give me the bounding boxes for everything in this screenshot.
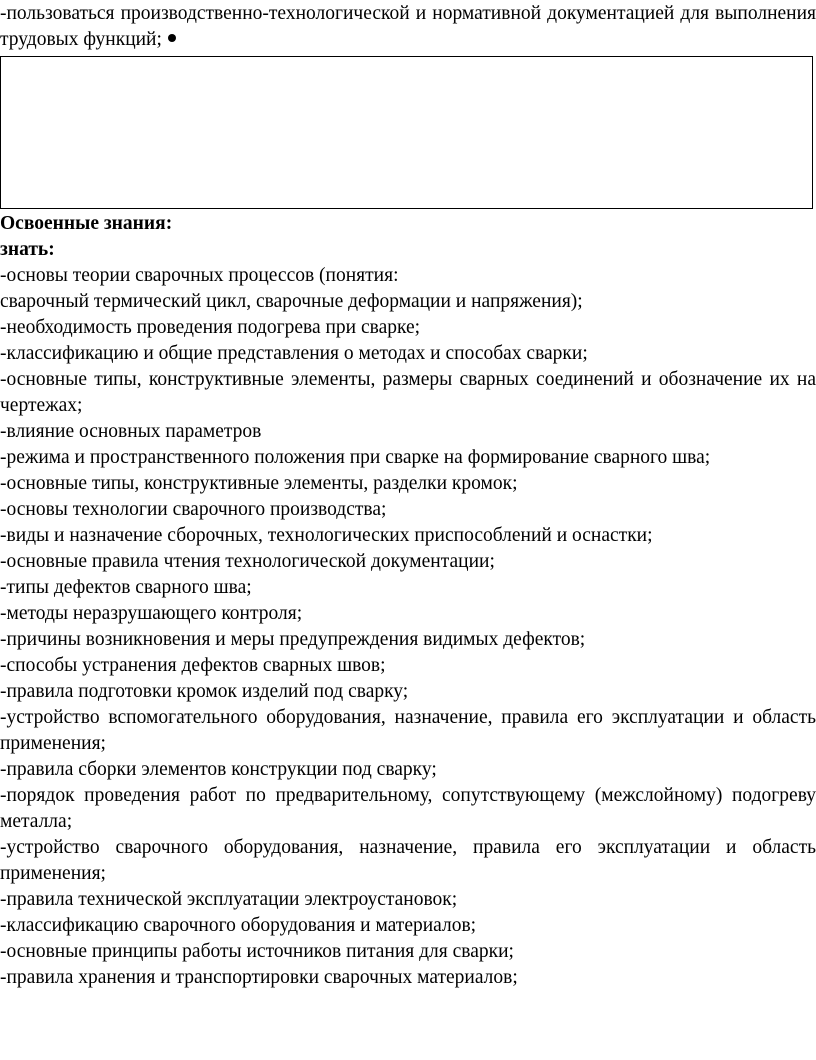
list-item: -основные типы, конструктивные элементы, размеры сварных соединений и обозначение их на чертежах; <box>0 369 816 416</box>
list-item: -необходимость проведения подогрева при сварке; <box>0 317 421 338</box>
subheading: знать: <box>0 239 55 260</box>
knowledge-list <box>0 263 816 991</box>
list-item: -причины возникновения и меры предупреждения видимых дефектов; <box>0 629 586 650</box>
list-item: -основы теории сварочных процессов (понятия: <box>0 265 399 286</box>
list-item: -основные правила чтения технологической документации; <box>0 551 495 572</box>
list-item: -типы дефектов сварного шва; <box>0 577 252 598</box>
top-paragraph-text: -пользоваться производственно-технологической и нормативной документацией для выполнения трудовых функций; <box>0 3 816 50</box>
list-item: -способы устранения дефектов сварных швов; <box>0 655 386 676</box>
list-item: -режима и пространственного положения при сварке на формирование сварного шва; <box>0 447 711 468</box>
knowledge-section <box>0 211 816 991</box>
blank-answer-box <box>0 56 813 209</box>
list-item: -основные принципы работы источников питания для сварки; <box>0 941 514 962</box>
list-item: -устройство вспомогательного оборудования, назначение, правила его эксплуатации и область применения; <box>0 707 816 754</box>
list-item: -влияние основных параметров <box>0 421 262 442</box>
list-item: -классификацию и общие представления о методах и способах сварки; <box>0 343 588 364</box>
list-item: -правила подготовки кромок изделий под сварку; <box>0 681 409 702</box>
list-item: -правила сборки элементов конструкции под сварку; <box>0 759 437 780</box>
bullet-icon <box>168 34 176 42</box>
list-item: -основы технологии сварочного производства; <box>0 499 387 520</box>
list-item: -классификацию сварочного оборудования и материалов; <box>0 915 477 936</box>
list-item: -методы неразрушающего контроля; <box>0 603 303 624</box>
top-paragraph <box>0 1 816 53</box>
list-item: сварочный термический цикл, сварочные деформации и напряжения); <box>0 291 583 312</box>
list-item: -основные типы, конструктивные элементы, разделки кромок; <box>0 473 518 494</box>
list-item: -правила хранения и транспортировки сварочных материалов; <box>0 967 518 988</box>
list-item: -порядок проведения работ по предварительному, сопутствующему (межслойному) подогреву металла; <box>0 785 816 832</box>
list-item: -виды и назначение сборочных, технологических приспособлений и оснастки; <box>0 525 653 546</box>
section-heading: Освоенные знания: <box>0 213 173 234</box>
list-item: -правила технической эксплуатации электроустановок; <box>0 889 458 910</box>
list-item: -устройство сварочного оборудования, назначение, правила его эксплуатации и область применения; <box>0 837 816 884</box>
